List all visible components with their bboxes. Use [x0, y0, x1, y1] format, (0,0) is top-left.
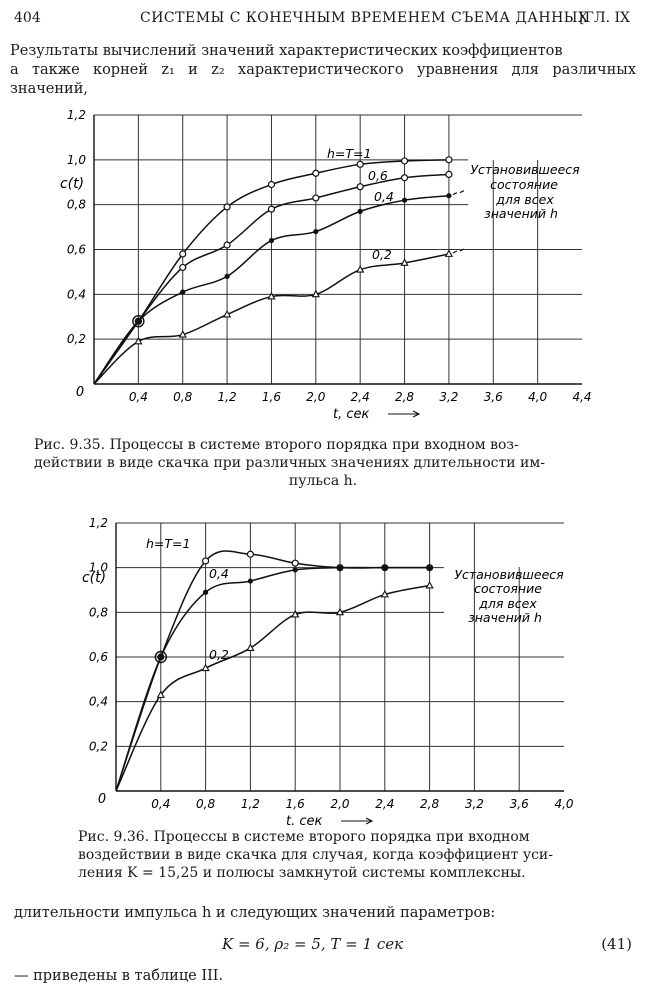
data-point — [203, 590, 208, 595]
x-tick-label: 4,0 — [554, 797, 574, 811]
steady-state-note-line: Установившееся — [454, 567, 564, 582]
steady-state-note-line: Установившееся — [470, 162, 580, 177]
data-point — [268, 206, 274, 212]
x-tick-label: 2,0 — [306, 390, 326, 404]
data-point — [180, 289, 185, 294]
data-point — [158, 654, 163, 659]
series-label: 0,4 — [374, 189, 394, 204]
caption-1-line-1: Рис. 9.35. Процессы в системе второго порядка при входном воз- — [34, 437, 519, 453]
data-point — [292, 560, 298, 566]
x-axis-label: t. сек — [286, 814, 323, 829]
x-tick-label: 1,2 — [240, 797, 260, 811]
series-line — [116, 551, 430, 791]
y-tick-label: 0,4 — [88, 694, 108, 709]
x-tick-label: 0,8 — [173, 390, 193, 404]
x-axis-label: t, сек — [333, 407, 370, 422]
x-axis-arrow — [341, 818, 372, 824]
series-line — [116, 568, 430, 791]
data-point — [313, 229, 318, 234]
data-point — [180, 264, 186, 270]
data-point — [269, 238, 274, 243]
y-tick-label: 0,6 — [88, 650, 108, 664]
caption-2-line-2: воздействии в виде скачка для случая, когда коэффициент уси- — [78, 847, 553, 863]
y-tick-label: 0,6 — [66, 242, 86, 257]
figure-9-35-chart — [0, 105, 646, 430]
x-tick-label: 0,4 — [151, 797, 171, 811]
data-point — [446, 157, 452, 163]
x-tick-label: 2,4 — [350, 390, 370, 404]
x-tick-label: 3,6 — [483, 390, 503, 404]
x-axis-arrow — [388, 411, 419, 417]
series-label: h=T=1 — [146, 536, 191, 551]
data-point — [224, 204, 230, 210]
body-text-line: длительности импульса h и следующих значений параметров: — [14, 905, 496, 921]
data-point — [247, 645, 253, 651]
series-label: 0,6 — [368, 168, 388, 183]
data-point — [313, 170, 319, 176]
data-point — [357, 161, 363, 167]
data-point — [427, 565, 432, 570]
intro-line-2: а также корней z₁ и z₂ характеристического уравнения для различных значений, — [10, 62, 636, 97]
intro-line-1: Результаты вычислений значений характеристических коэффициентов — [10, 43, 563, 59]
page-number: 404 — [14, 10, 41, 26]
figure-9-35-caption — [34, 436, 612, 490]
data-point — [313, 195, 319, 201]
caption-2-line-1: Рис. 9.36. Процессы в системе второго порядка при входном — [78, 829, 530, 845]
y-tick-label: 1,2 — [88, 516, 108, 530]
steady-state-note-line: значений h — [468, 610, 542, 625]
series-label: 0,2 — [372, 247, 392, 262]
chapter-marker: [ГЛ. IX — [579, 10, 630, 26]
data-point — [203, 558, 209, 564]
steady-state-note-line: состояние — [490, 177, 558, 192]
x-tick-label: 3,2 — [439, 390, 459, 404]
data-point — [136, 319, 141, 324]
y-tick-label: 0,2 — [88, 739, 108, 754]
data-point — [180, 251, 186, 257]
steady-state-note-line: для всех — [496, 192, 554, 207]
y-tick-label: 0,2 — [66, 332, 86, 347]
x-tick-label: 2,8 — [394, 390, 415, 404]
y-tick-label: 1,0 — [88, 560, 108, 575]
running-title: СИСТЕМЫ С КОНЕЧНЫМ ВРЕМЕНЕМ СЪЕМА ДАННЫХ — [140, 10, 589, 26]
series-label: 0,2 — [209, 647, 229, 662]
data-point — [382, 565, 387, 570]
x-tick-label: 1,6 — [261, 390, 282, 404]
steady-state-note-line: значений h — [484, 206, 558, 221]
y-tick-label: 1,0 — [66, 152, 86, 167]
y-tick-label: 0,8 — [88, 605, 108, 620]
origin-label: 0 — [75, 385, 85, 400]
y-tick-label: 0,4 — [66, 287, 86, 302]
y-axis-label: c(t) — [81, 570, 107, 586]
x-tick-label: 0,4 — [128, 390, 148, 404]
data-point — [337, 565, 342, 570]
series-label: h=T=1 — [327, 146, 372, 161]
x-tick-label: 1,2 — [217, 390, 237, 404]
figure-9-36-caption — [78, 828, 572, 882]
x-tick-label: 4,4 — [572, 390, 592, 404]
steady-state-note-line: состояние — [474, 581, 542, 596]
data-point — [402, 158, 408, 164]
x-tick-label: 2,4 — [375, 797, 395, 811]
parameter-formula: K = 6, ρ₂ = 5, T = 1 сек — [222, 935, 404, 953]
steady-state-note-line: для всех — [479, 596, 537, 611]
x-tick-label: 2,8 — [420, 797, 440, 811]
data-point — [426, 582, 432, 588]
data-point — [402, 198, 407, 203]
page-header — [10, 10, 636, 34]
y-tick-label: 1,2 — [66, 108, 86, 122]
caption-2-line-3: ления K = 15,25 и полюсы замкнутой системы комплексны. — [78, 865, 526, 881]
data-point — [357, 184, 363, 190]
data-point — [224, 242, 230, 248]
caption-1-line-3: пульса h. — [288, 473, 358, 489]
x-tick-label: 0,8 — [196, 797, 216, 811]
intro-paragraph — [10, 42, 636, 99]
data-point — [358, 209, 363, 214]
y-tick-label: 0,8 — [66, 197, 86, 212]
data-point — [224, 274, 229, 279]
equation-number: (41) — [601, 935, 632, 953]
x-tick-label: 3,2 — [464, 797, 484, 811]
body-text-line-2: — приведены в таблице III. — [14, 968, 224, 984]
data-point — [268, 181, 274, 187]
data-point — [446, 171, 452, 177]
data-point — [446, 193, 451, 198]
x-tick-label: 4,0 — [528, 390, 548, 404]
x-tick-label: 2,0 — [330, 797, 350, 811]
data-point — [293, 567, 298, 572]
caption-1-line-2: действии в виде скачка при различных значениях длительности им- — [34, 455, 545, 471]
origin-label: 0 — [97, 792, 107, 807]
series-tail-dash — [453, 191, 464, 195]
series-line — [116, 586, 430, 791]
data-point — [446, 251, 452, 257]
x-tick-label: 1,6 — [285, 797, 305, 811]
series-label: 0,4 — [209, 566, 229, 581]
data-point — [247, 551, 253, 557]
y-axis-label: c(t) — [59, 176, 85, 192]
data-point — [402, 175, 408, 181]
x-tick-label: 3,6 — [509, 797, 529, 811]
data-point — [248, 578, 253, 583]
figure-9-36-chart — [0, 510, 646, 830]
